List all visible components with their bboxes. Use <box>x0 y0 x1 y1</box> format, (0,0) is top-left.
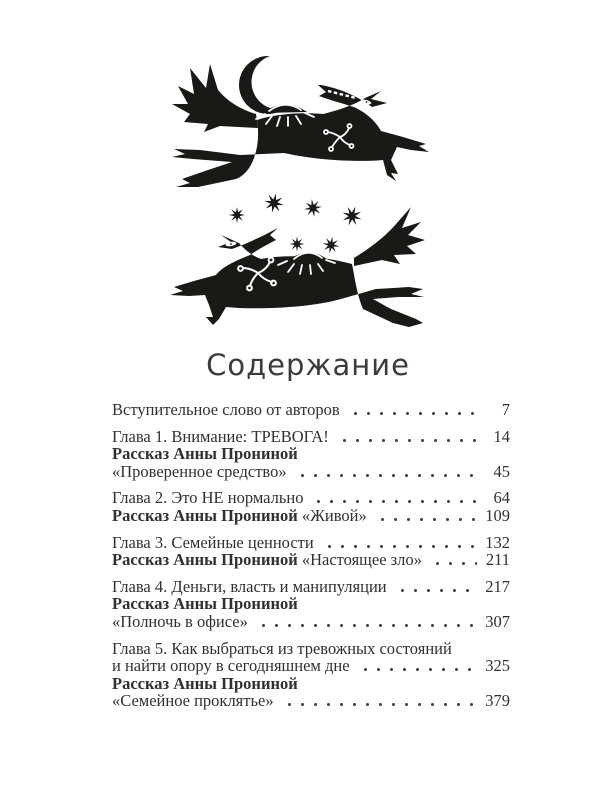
star-icon <box>339 203 365 229</box>
dot-leader <box>296 474 477 477</box>
toc-page-number: 109 <box>485 505 510 525</box>
toc-page-number: 379 <box>485 691 510 711</box>
toc-entry-chapter-1 <box>112 428 510 446</box>
star-icon <box>303 198 323 218</box>
star-icon <box>262 191 286 215</box>
toc-page-number: 307 <box>485 611 510 631</box>
toc-entry-label: Глава 2. Это НЕ нормально <box>112 488 304 508</box>
dot-leader <box>376 518 477 521</box>
toc-entry-label: «Семейное проклятье» <box>112 691 274 711</box>
toc-entry-chapter-5-line-2 <box>112 657 510 675</box>
dot-leader <box>431 562 477 565</box>
toc-entry-story-title <box>112 445 510 463</box>
deer-illustration <box>160 48 440 328</box>
toc-page-number: 7 <box>501 400 510 419</box>
toc-entry-label: «Проверенное средство» <box>112 461 287 481</box>
dot-leader <box>312 500 477 503</box>
dot-leader <box>396 589 477 592</box>
toc-entry-chapter-4 <box>112 578 510 596</box>
toc-entry-story-1 <box>112 463 510 481</box>
toc-entry-story-3 <box>112 551 510 569</box>
star-icon <box>229 207 245 223</box>
toc-entry-intro <box>112 401 510 419</box>
star-icon <box>321 235 341 255</box>
toc-entry-label: «Живой» <box>297 505 367 525</box>
dot-leader <box>349 412 477 415</box>
toc-page-number: 14 <box>493 426 510 446</box>
toc-entry-label: и найти опору в сегодняшнем дне <box>112 656 350 676</box>
toc-entry-story-title <box>112 675 510 693</box>
toc-entry-label: Глава 5. Как выбраться из тревожных состояний <box>112 638 452 658</box>
toc-entry-label-bold: Рассказ Анны Прониной <box>112 444 298 464</box>
toc-entry-label-bold: Рассказ Анны Прониной <box>112 594 298 614</box>
toc-entry-label: Глава 1. Внимание: ТРЕВОГА! <box>112 426 329 446</box>
toc-page-number: 217 <box>485 576 510 596</box>
toc-entry-label: Вступительное слово от авторов <box>112 400 340 419</box>
dot-leader <box>257 624 477 627</box>
toc-entry-story-5 <box>112 692 510 710</box>
dot-leader <box>283 703 477 706</box>
toc-entry-chapter-3 <box>112 534 510 552</box>
toc-entry-label: Глава 4. Деньги, власть и манипуляции <box>112 576 387 596</box>
toc-entry-story-title <box>112 595 510 613</box>
table-of-contents <box>112 401 510 710</box>
toc-entry-label: Глава 3. Семейные ценности <box>112 532 314 552</box>
bottom-deer <box>170 207 425 327</box>
toc-entry-chapter-5-line-1 <box>112 640 510 658</box>
toc-page-number: 64 <box>493 488 510 508</box>
toc-entry-label: «Полночь в офисе» <box>112 611 248 631</box>
toc-entry-story-4 <box>112 613 510 631</box>
toc-page-number: 325 <box>485 656 510 676</box>
bottom-deer-tail <box>354 207 425 266</box>
crescent-moon-icon <box>239 55 307 115</box>
toc-entry-story-2 <box>112 507 510 525</box>
toc-entry-chapter-2 <box>112 489 510 507</box>
dot-leader <box>338 439 477 442</box>
toc-page-number: 132 <box>485 532 510 552</box>
toc-page-number: 45 <box>493 461 510 481</box>
dot-leader <box>359 668 477 671</box>
toc-entry-label-bold: Рассказ Анны Прониной <box>112 550 298 570</box>
toc-entry-label: «Настоящее зло» <box>297 550 422 570</box>
page-title: Содержание <box>206 348 410 382</box>
toc-entry-label-bold: Рассказ Анны Прониной <box>112 673 298 693</box>
toc-page-number: 211 <box>485 550 510 570</box>
dot-leader <box>323 545 477 548</box>
toc-entry-label-bold: Рассказ Анны Прониной <box>112 505 298 525</box>
star-icon <box>290 237 305 252</box>
